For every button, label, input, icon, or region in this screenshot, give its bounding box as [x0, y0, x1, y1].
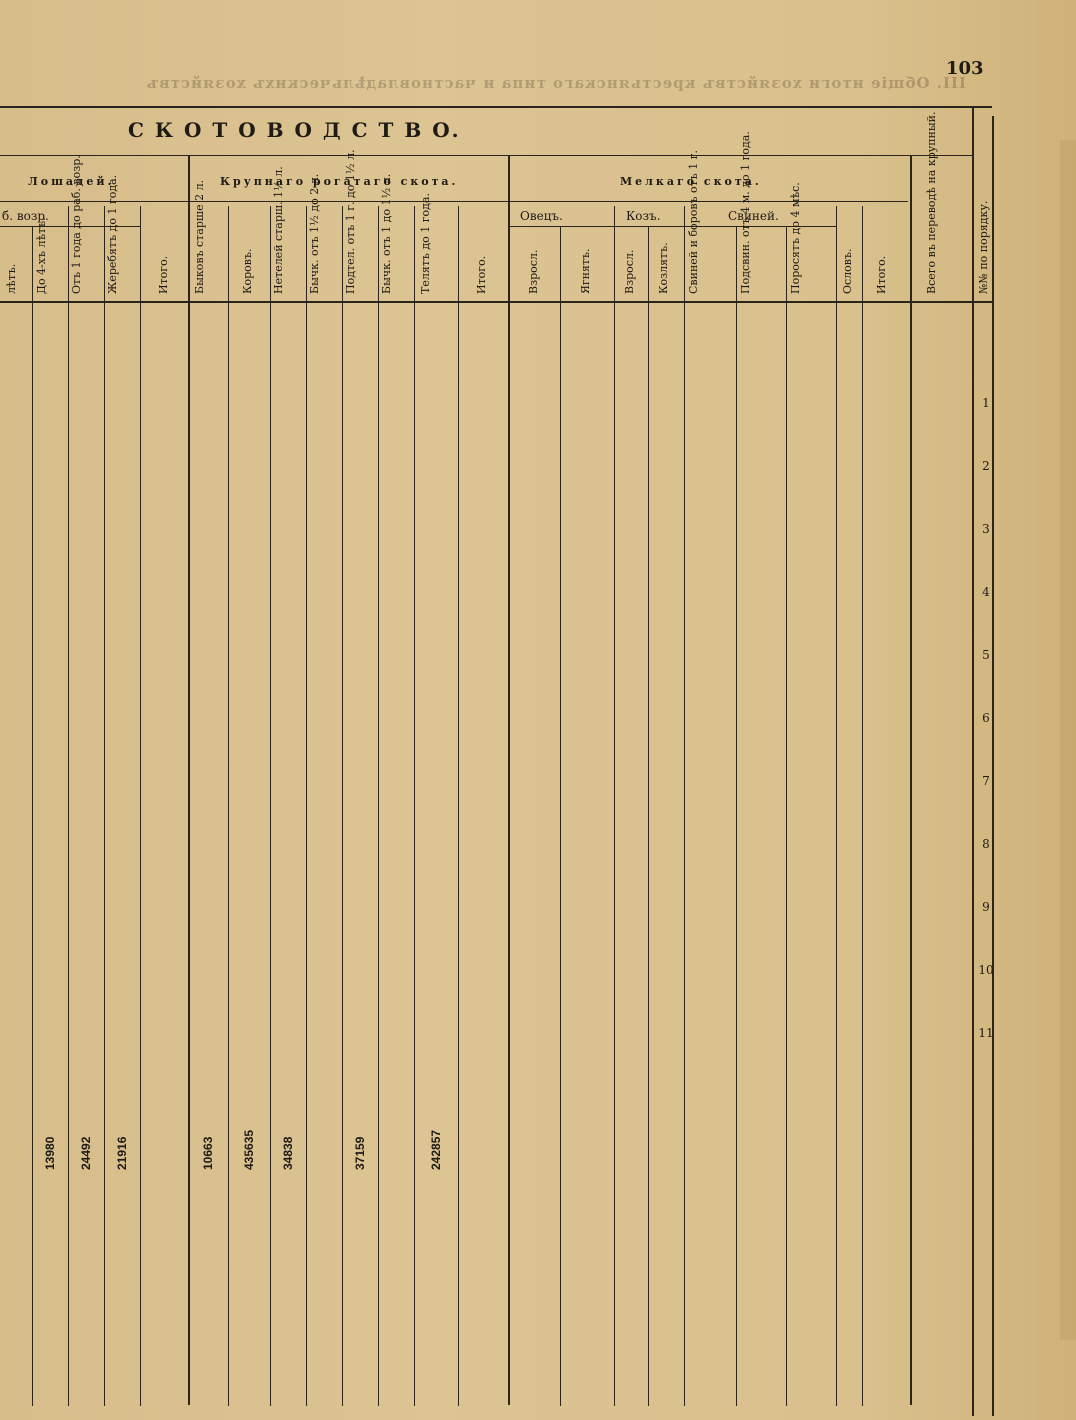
- col-header-16: Козлятъ.: [657, 242, 670, 294]
- subgroup-sheep: Овецъ.: [520, 209, 563, 223]
- col-header-9: Подтел. отъ 1 г. до 1½ л.: [344, 149, 357, 294]
- row-number: 10: [978, 963, 994, 977]
- total-cell: 10663: [201, 1136, 215, 1170]
- total-cell: 242857: [429, 1129, 443, 1170]
- page-number: 103: [946, 58, 984, 79]
- total-cell: 435635: [242, 1129, 256, 1170]
- row-number: 9: [982, 900, 990, 914]
- col-header-11: Телятъ до 1 года.: [419, 193, 432, 294]
- col-header-20: Ословъ.: [841, 248, 854, 294]
- col-header-5: Быковъ старше 2 л.: [193, 179, 206, 294]
- col-header-22: Всего въ переводѣ на крупный.: [925, 111, 938, 294]
- total-cell: 24492: [79, 1136, 93, 1170]
- col-header-18: Подсвин. отъ 4 м. до 1 года.: [739, 131, 752, 294]
- subgroup-goats: Козъ.: [626, 209, 661, 223]
- col-header-19: Поросятъ до 4 мѣс.: [789, 182, 802, 294]
- row-number: 4: [982, 585, 990, 599]
- subgroup-working-age: б. возр.: [2, 209, 49, 223]
- col-header-13: Взросл.: [527, 249, 540, 294]
- col-header-10: Бычк. отъ 1 до 1½ л.: [380, 173, 393, 294]
- table-title: С К О Т О В О Д С Т В О.: [128, 118, 461, 142]
- col-header-0: лѣтъ.: [5, 263, 18, 294]
- row-number: 7: [982, 774, 990, 788]
- row-number: 2: [982, 459, 990, 473]
- group-cattle: Крупнаго рогатаго скота.: [220, 175, 459, 188]
- col-header-4: Итого.: [157, 255, 170, 294]
- total-cell: 37159: [353, 1136, 367, 1170]
- row-number: 5: [982, 648, 990, 662]
- col-header-1: До 4-хъ лѣтъ.: [35, 217, 48, 294]
- col-header-14: Ягнятъ.: [579, 248, 592, 294]
- col-header-3: Жеребятъ до 1 года.: [106, 174, 119, 294]
- subgroup-pigs: Свиней.: [728, 209, 779, 223]
- col-header-21: Итого.: [875, 255, 888, 294]
- total-cell: 21916: [115, 1136, 129, 1170]
- col-header-23: №№ по порядку.: [977, 200, 990, 294]
- total-cell: 13980: [43, 1136, 57, 1170]
- page-edge: [1060, 140, 1076, 1340]
- col-header-17: Свиней и боровъ отъ 1 г.: [687, 150, 700, 294]
- row-number: 1: [982, 396, 990, 410]
- running-head-bleedthrough: III. Общіе итоги хозяйствъ крестьянскаго типа и частновладѣльческихъ хозяйствъ: [145, 74, 966, 92]
- group-small-livestock: Мелкаго скота.: [620, 175, 762, 188]
- row-number: 3: [982, 522, 990, 536]
- col-header-7: Нетелей старш. 1½ л.: [272, 166, 285, 294]
- row-number: 6: [982, 711, 990, 725]
- row-number: 11: [978, 1026, 994, 1040]
- col-header-8: Бычк. отъ 1½ до 2 л.: [308, 173, 321, 294]
- col-header-12: Итого.: [475, 255, 488, 294]
- group-horses: Лошадей.: [28, 175, 115, 188]
- col-header-6: Коровъ.: [241, 248, 254, 294]
- total-cell: 34838: [281, 1136, 295, 1170]
- row-number: 8: [982, 837, 990, 851]
- col-header-2: Отъ 1 года до раб. возр.: [70, 155, 83, 294]
- col-header-15: Взросл.: [623, 249, 636, 294]
